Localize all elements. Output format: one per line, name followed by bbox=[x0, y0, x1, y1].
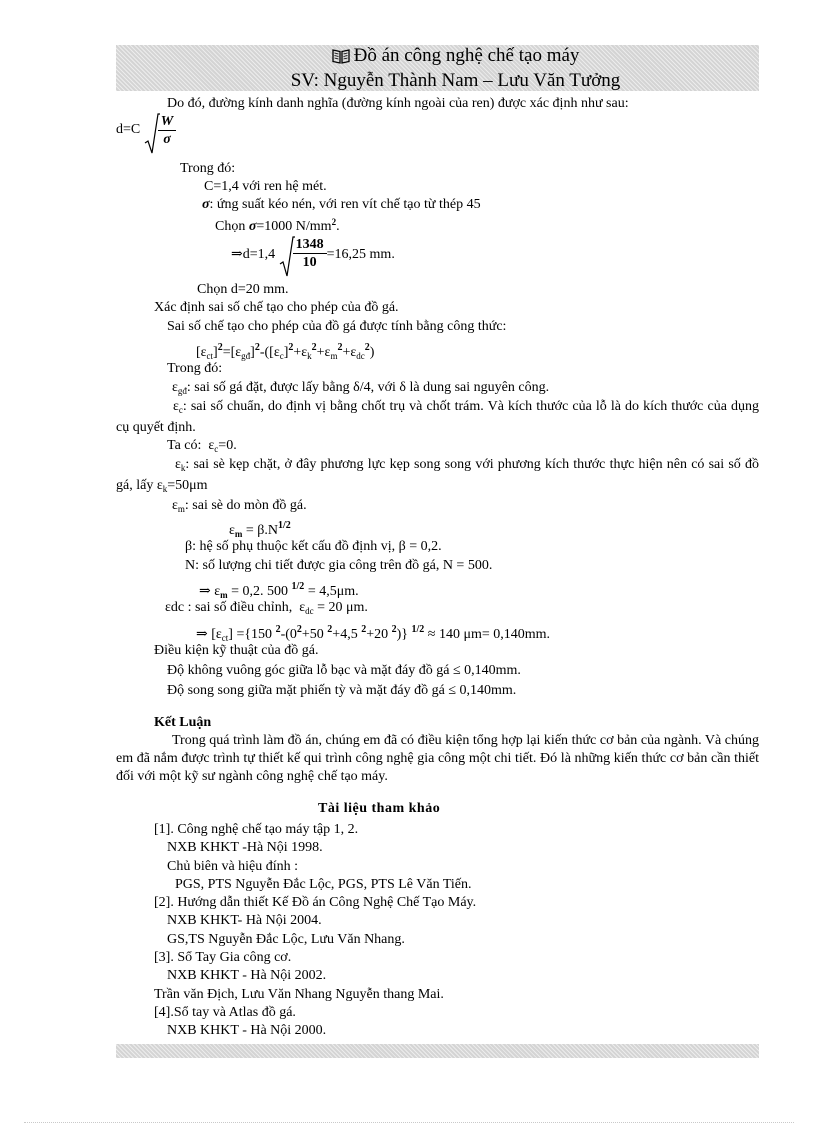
edc-value: = 20 μm. bbox=[317, 600, 368, 615]
calc-numerator: 1348 bbox=[293, 236, 327, 254]
ek-value: =50μm bbox=[167, 478, 208, 493]
calc-result: =16,25 mm. bbox=[326, 246, 395, 262]
formula-ect: $[\varepsilon_{ct}]^2=[\varepsilon_{gđ}]^2-([\varepsilon_c]^2+\varepsilon_k^2+\varepsilon_m^2+\varepsilon_{dc}^2)$ bbox=[196, 342, 375, 361]
reference-line: Trần văn Địch, Lưu Văn Nhang Nguyễn thang Mai. bbox=[154, 987, 444, 1002]
reference-line: NXB KHKT - Hà Nội 2002. bbox=[167, 968, 327, 983]
em-formula-text: = β.N bbox=[245, 523, 279, 538]
formula-denominator: σ bbox=[163, 132, 171, 147]
reference-line: [2]. Hướng dẫn thiết Kế Đồ án Công Nghệ Chế Tạo Máy. bbox=[154, 895, 477, 910]
open-book-icon bbox=[332, 48, 350, 70]
em-calc-arrow: ⇒ bbox=[199, 584, 211, 599]
header-authors: SV: Nguyễn Thành Nam – Lưu Văn Tưởng bbox=[290, 70, 621, 91]
ta-co: Ta có: $\varepsilon_c=0$. bbox=[167, 438, 237, 454]
ec-text: : sai số chuẩn, do định vị bằng chốt trụ và chốt trám. Và kích thước của lỗ là do kích thước của dụng cụ quyết định. bbox=[116, 399, 759, 435]
reference-line: [4].Sổ tay và Atlas đồ gá. bbox=[154, 1005, 296, 1020]
reference-line: PGS, PTS Nguyễn Đắc Lộc, PGS, PTS Lê Văn Tiến. bbox=[175, 877, 472, 892]
dieu-kien-1: Độ không vuông góc giữa lỗ bạc và mặt đáy đồ gá ≤ 0,140mm. bbox=[167, 663, 521, 678]
header-title: Đồ án công nghệ chế tạo máy bbox=[353, 45, 580, 66]
calc-denominator: 10 bbox=[302, 255, 317, 270]
sigma-definition bbox=[202, 196, 481, 213]
ec-definition: $\varepsilon_c$: sai số chuẩn, do định vị bằng chốt trụ và chốt trám. Và kích thước của lỗ là do kích thước của dụng cụ quyết định. bbox=[116, 399, 759, 435]
sigma-text: : ứng suất kéo nén, với ren vít chế tạo từ thép 45 bbox=[209, 197, 481, 212]
edc-text: εdc : sai số điều chỉnh, bbox=[165, 600, 293, 615]
trong-do-label-2: Trong đó: bbox=[167, 361, 223, 376]
em-calc-result: = 4,5μm. bbox=[307, 584, 359, 599]
sigma-symbol-2: σ bbox=[248, 219, 257, 234]
egd-definition: $\varepsilon_{gđ}$: sai số gá đặt, được lấy bằng δ/4, với δ là dung sai nguyên công. bbox=[172, 380, 550, 396]
conclusion-heading: Kết Luận bbox=[154, 715, 212, 730]
chon-sigma-exp: 2 bbox=[331, 217, 337, 227]
em-text: : sai sè do mòn đồ gá. bbox=[184, 498, 307, 513]
header-title-line bbox=[116, 45, 759, 70]
ta-co-value: =0. bbox=[218, 438, 237, 453]
sqrt-sign bbox=[144, 113, 176, 149]
page-footer-bar bbox=[116, 1044, 759, 1058]
beta-definition: β: hệ số phụ thuộc kết cấu đồ định vị, β = 0,2. bbox=[185, 539, 442, 554]
sai-so-intro: Sai số chế tạo cho phép của đồ gá được tính bằng công thức: bbox=[167, 319, 507, 334]
chon-sigma: Chọn σ=1000 $N/mm^2$. bbox=[215, 217, 340, 234]
em-calc-mid: = 0,2. 500 bbox=[231, 584, 289, 599]
formula-d-label: d=C bbox=[116, 121, 141, 137]
em-definition: $\varepsilon_m$: sai sè do mòn đồ gá. bbox=[172, 498, 307, 514]
xac-dinh-heading: Xác định sai số chế tạo cho phép của đồ gá. bbox=[154, 300, 399, 315]
em-formula: $\varepsilon_m = \beta.N^{1/2}$ bbox=[229, 520, 291, 539]
reference-line: NXB KHKT- Hà Nội 2004. bbox=[167, 913, 322, 928]
conclusion-text: Trong quá trình làm đồ án, chúng em đã có điều kiện tổng hợp lại kiến thức cơ bản của ngành. Và chúng em đã nắm được trình tự thiết kế qui trình công nghệ gia công một chi tiết. Đó là những kiến thức cơ bản cần thiết đối với một kỹ sư ngành công nghệ chế tạo máy. bbox=[116, 733, 759, 784]
intro-text: Do đó, đường kính danh nghĩa (đường kính ngoài của ren) được xác định như sau: bbox=[167, 96, 629, 111]
reference-line: [3]. Sổ Tay Gia công cơ. bbox=[154, 950, 292, 965]
reference-line: NXB KHKT - Hà Nội 2000. bbox=[167, 1023, 327, 1038]
formula-diameter bbox=[116, 113, 176, 159]
formula-numerator: W bbox=[158, 113, 176, 131]
calc-prefix: ⇒d=1,4 bbox=[231, 246, 276, 262]
reference-line: Chủ biên và hiệu đính : bbox=[167, 859, 299, 874]
chon-sigma-value: =1000 N/mm bbox=[256, 219, 332, 234]
edc-definition: εdc : sai số điều chỉnh, $\varepsilon_{dc} = 20$ μm. bbox=[165, 600, 368, 616]
calc-fraction bbox=[293, 236, 327, 272]
reference-line: GS,TS Nguyễn Đắc Lộc, Lưu Văn Nhang. bbox=[167, 932, 405, 947]
reference-line: NXB KHKT -Hà Nội 1998. bbox=[167, 840, 323, 855]
c-definition: C=1,4 với ren hệ mét. bbox=[204, 179, 327, 194]
sigma-symbol: σ bbox=[202, 197, 210, 212]
ek-text: : sai sè kẹp chặt, ở đây phương lực kẹp song song với phương kích thước thực hiện nên có sai số đồ gá, lấy bbox=[116, 457, 759, 493]
references-title: Tài liệu tham khảo bbox=[318, 801, 441, 816]
n-definition: N: số lượng chi tiết được gia công trên đồ gá, N = 500. bbox=[185, 558, 493, 573]
chon-label: Chọn bbox=[215, 219, 246, 234]
ta-co-label: Ta có: bbox=[167, 438, 202, 453]
dieu-kien-2: Độ song song giữa mặt phiến tỳ và mặt đáy đồ gá ≤ 0,140mm. bbox=[167, 683, 517, 698]
trong-do-label: Trong đó: bbox=[180, 161, 236, 176]
dieu-kien-heading: Điều kiện kỹ thuật của đồ gá. bbox=[154, 643, 319, 658]
formula-d-calc bbox=[231, 236, 395, 280]
em-calc-exp: 1/2 bbox=[291, 581, 305, 592]
formula-fraction bbox=[158, 113, 176, 149]
em-exp: 1/2 bbox=[278, 520, 291, 531]
ect-calc: ⇒ $[\varepsilon_{ct}] =\{150$ $^2-(0^2+50$ $^2$+4,5 $^2$+20 $^2$)} $^{1/2}$ ≈ 140 μm= 0,140mm. bbox=[196, 624, 551, 643]
ek-definition: $\varepsilon_k$: sai sè kẹp chặt, ở đây phương lực kẹp song song với phương kích thước thực hiện nên có sai số đồ gá, lấy $\varepsilon_k=50\mu m$ bbox=[116, 457, 759, 494]
sqrt-sign-2 bbox=[279, 236, 327, 272]
chon-d: Chọn d=20 mm. bbox=[197, 282, 289, 297]
em-calc: ⇒ $\varepsilon_m = 0,2$. 500 $^{1/2}$ = 4,5μm. bbox=[199, 581, 359, 600]
ect-calc-result: ≈ 140 μm= 0,140mm. bbox=[427, 627, 551, 642]
egd-text: : sai số gá đặt, được lấy bằng δ/4, với δ là dung sai nguyên công. bbox=[186, 380, 550, 395]
reference-line: [1]. Công nghệ chế tạo máy tập 1, 2. bbox=[154, 822, 359, 837]
page-header bbox=[116, 45, 759, 91]
